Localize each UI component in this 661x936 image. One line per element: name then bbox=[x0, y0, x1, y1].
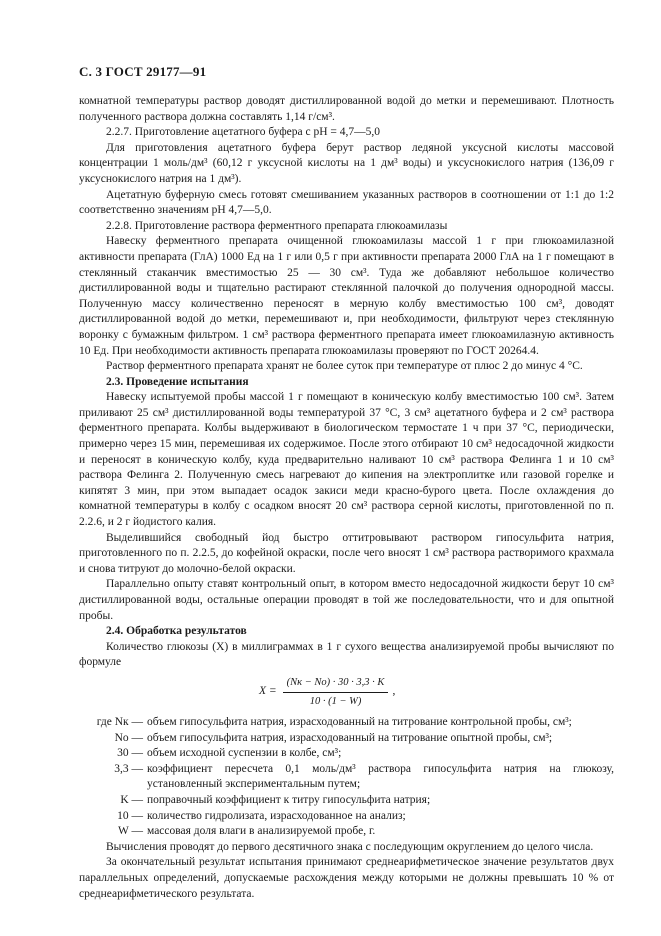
definition-text: объем гипосульфита натрия, израсходованный на титрование опытной пробы, см³; bbox=[147, 731, 553, 744]
paragraph: Ацетатную буферную смесь готовят смешиванием указанных растворов в соотношении от 1:1 до 1:2 соответственно значениям рН 4,7—5,0. bbox=[79, 188, 614, 217]
page-header: С. 3 ГОСТ 29177—91 bbox=[79, 64, 207, 79]
section-heading-2-2-8: 2.2.8. Приготовление раствора ферментного препарата глюкоамилазы bbox=[106, 219, 448, 232]
section-heading-2-4: 2.4. Обработка результатов bbox=[106, 625, 247, 638]
paragraph: Количество глюкозы (X) в миллиграммах в 1 г сухого вещества анализируемой пробы вычисляют по формуле bbox=[79, 640, 614, 669]
paragraph: За окончательный результат испытания принимают среднеарифметическое значение результатов двух параллельных определений, допускаемые расхождения между которыми не должны превышать 10 % от среднеарифметического результата. bbox=[79, 856, 614, 900]
paragraph: Навеску испытуемой пробы массой 1 г помещают в коническую колбу вместимостью 100 см³. Затем приливают 25 см³ дистиллированной воды температурой 37 °С, 3 см³ ацетатного буфера и 2 см³ раствора ферментного препарата. Колбы выдерживают в биологическом термостате 1 ч при 37 °С, периодически, примерно через 15 мин, перемешивая их содержимое. После этого отбирают 10 см³ недосадочной жидкости и переносят в коническую колбу, куда предварительно наливают 10 см³ раствора Фелинга 1 и 10 см³ раствора Фелинга 2. Полученную смесь нагревают до кипения на электроплитке или газовой горелке и кипятят 3 мин, при этом выпадает осадок закиси меди красно-бурого цвета. После охлаждения до комнатной температуры в колбу с осадком вносят 20 см³ раствора серной кислоты, приготовленной по п. 2.2.6, и 2 г йодистого калия. bbox=[79, 391, 614, 529]
definition-item bbox=[79, 809, 614, 825]
definition-item bbox=[79, 762, 614, 793]
definition-symbol: K — bbox=[120, 793, 143, 806]
definition-symbol: W — bbox=[117, 825, 143, 838]
paragraph: Навеску ферментного препарата очищенной глюкоамилазы массой 1 г при глюкоамилазной активности препарата (ГлА) 1000 Ед на 1 г или 0,5 г при активности препарата 2000 ГлА на 1 г помещают в стеклянный стаканчик вместимостью 25 — 30 см³. Туда же добавляют небольшое количество дистиллированной воды и тщательно растирают стеклянной палочкой до получения однородной массы. Полученную массу количественно переносят в мерную колбу вместимостью 100 см³, доводят дистиллированной водой до метки, перемешивают и, при необходимости, фильтруют через стеклянную воронку с бумажным фильтром. 1 см³ раствора ферментного препарата имеет глюкоамилазную активность 10 Ед. При необходимости активность препарата глюкоамилазы проверяют по ГОСТ 20264.4. bbox=[79, 235, 614, 357]
formula-numerator: (Nк − Nо) · 30 · 3,3 · K bbox=[283, 675, 389, 693]
definition-text: объем исходной суспензии в колбе, см³; bbox=[147, 747, 342, 760]
definition-symbol: Nо — bbox=[114, 731, 143, 744]
paragraph: Вычисления проводят до первого десятичного знака с последующим округлением до целого числа. bbox=[106, 840, 594, 853]
definition-symbol: 30 — bbox=[117, 747, 143, 760]
definition-text: массовая доля влаги в анализируемой пробе, г. bbox=[147, 825, 376, 838]
definition-text: поправочный коэффициент к титру гипосульфита натрия; bbox=[147, 793, 431, 806]
definition-text: объем гипосульфита натрия, израсходованный на титрование контрольной пробы, см³; bbox=[147, 715, 572, 728]
paragraph: Раствор ферментного препарата хранят не более суток при температуре от плюс 2 до минус 4 °С. bbox=[106, 360, 583, 373]
definition-item bbox=[79, 793, 614, 809]
definition-symbol: где Nк — bbox=[96, 715, 143, 728]
definition-item bbox=[79, 746, 614, 762]
paragraph: комнатной температуры раствор доводят дистиллированной водой до метки и перемешивают. Плотность полученного раствора должна составлять 1,14 г/см³. bbox=[79, 95, 614, 123]
definitions-list bbox=[79, 715, 614, 840]
definition-symbol: 10 — bbox=[117, 809, 143, 822]
formula-tail: , bbox=[392, 685, 396, 698]
section-heading-2-3: 2.3. Проведение испытания bbox=[106, 375, 249, 388]
definition-item bbox=[79, 731, 614, 747]
formula-lhs: X = bbox=[259, 685, 277, 698]
formula-denominator: 10 · (1 − W) bbox=[309, 695, 362, 707]
formula bbox=[79, 673, 614, 709]
paragraph: Выделившийся свободный йод быстро оттитровывают раствором гипосульфита натрия, приготовленного по п. 2.2.5, до кофейной окраски, после чего вносят 1 см³ раствора растворимого крахмала и снова титруют до молочно-белой окраски. bbox=[79, 531, 614, 575]
definition-item bbox=[79, 824, 614, 840]
definition-text: количество гидролизата, израсходованное на анализ; bbox=[147, 809, 406, 822]
definition-item bbox=[79, 715, 614, 731]
paragraph: Для приготовления ацетатного буфера берут раствор ледяной уксусной кислоты массовой концентрации 1 моль/дм³ (60,12 г уксусной кислоты на 1 дм³ воды) и уксуснокислого натрия (136,09 г уксуснокислого натрия на 1 дм³). bbox=[79, 141, 614, 185]
section-heading-2-2-7: 2.2.7. Приготовление ацетатного буфера с рН = 4,7—5,0 bbox=[106, 126, 381, 139]
definition-symbol: 3,3 — bbox=[114, 762, 143, 775]
definition-text: коэффициент пересчета 0,1 моль/дм³ раствора гипосульфита натрия на глюкозу, установленный экспериментальным путем; bbox=[147, 762, 614, 791]
document-body bbox=[79, 94, 614, 902]
paragraph: Параллельно опыту ставят контрольный опыт, в котором вместо недосадочной жидкости берут 10 см³ дистиллированной воды, остальные операции проводят в той же последовательности, что и для опытной пробы. bbox=[79, 578, 614, 622]
